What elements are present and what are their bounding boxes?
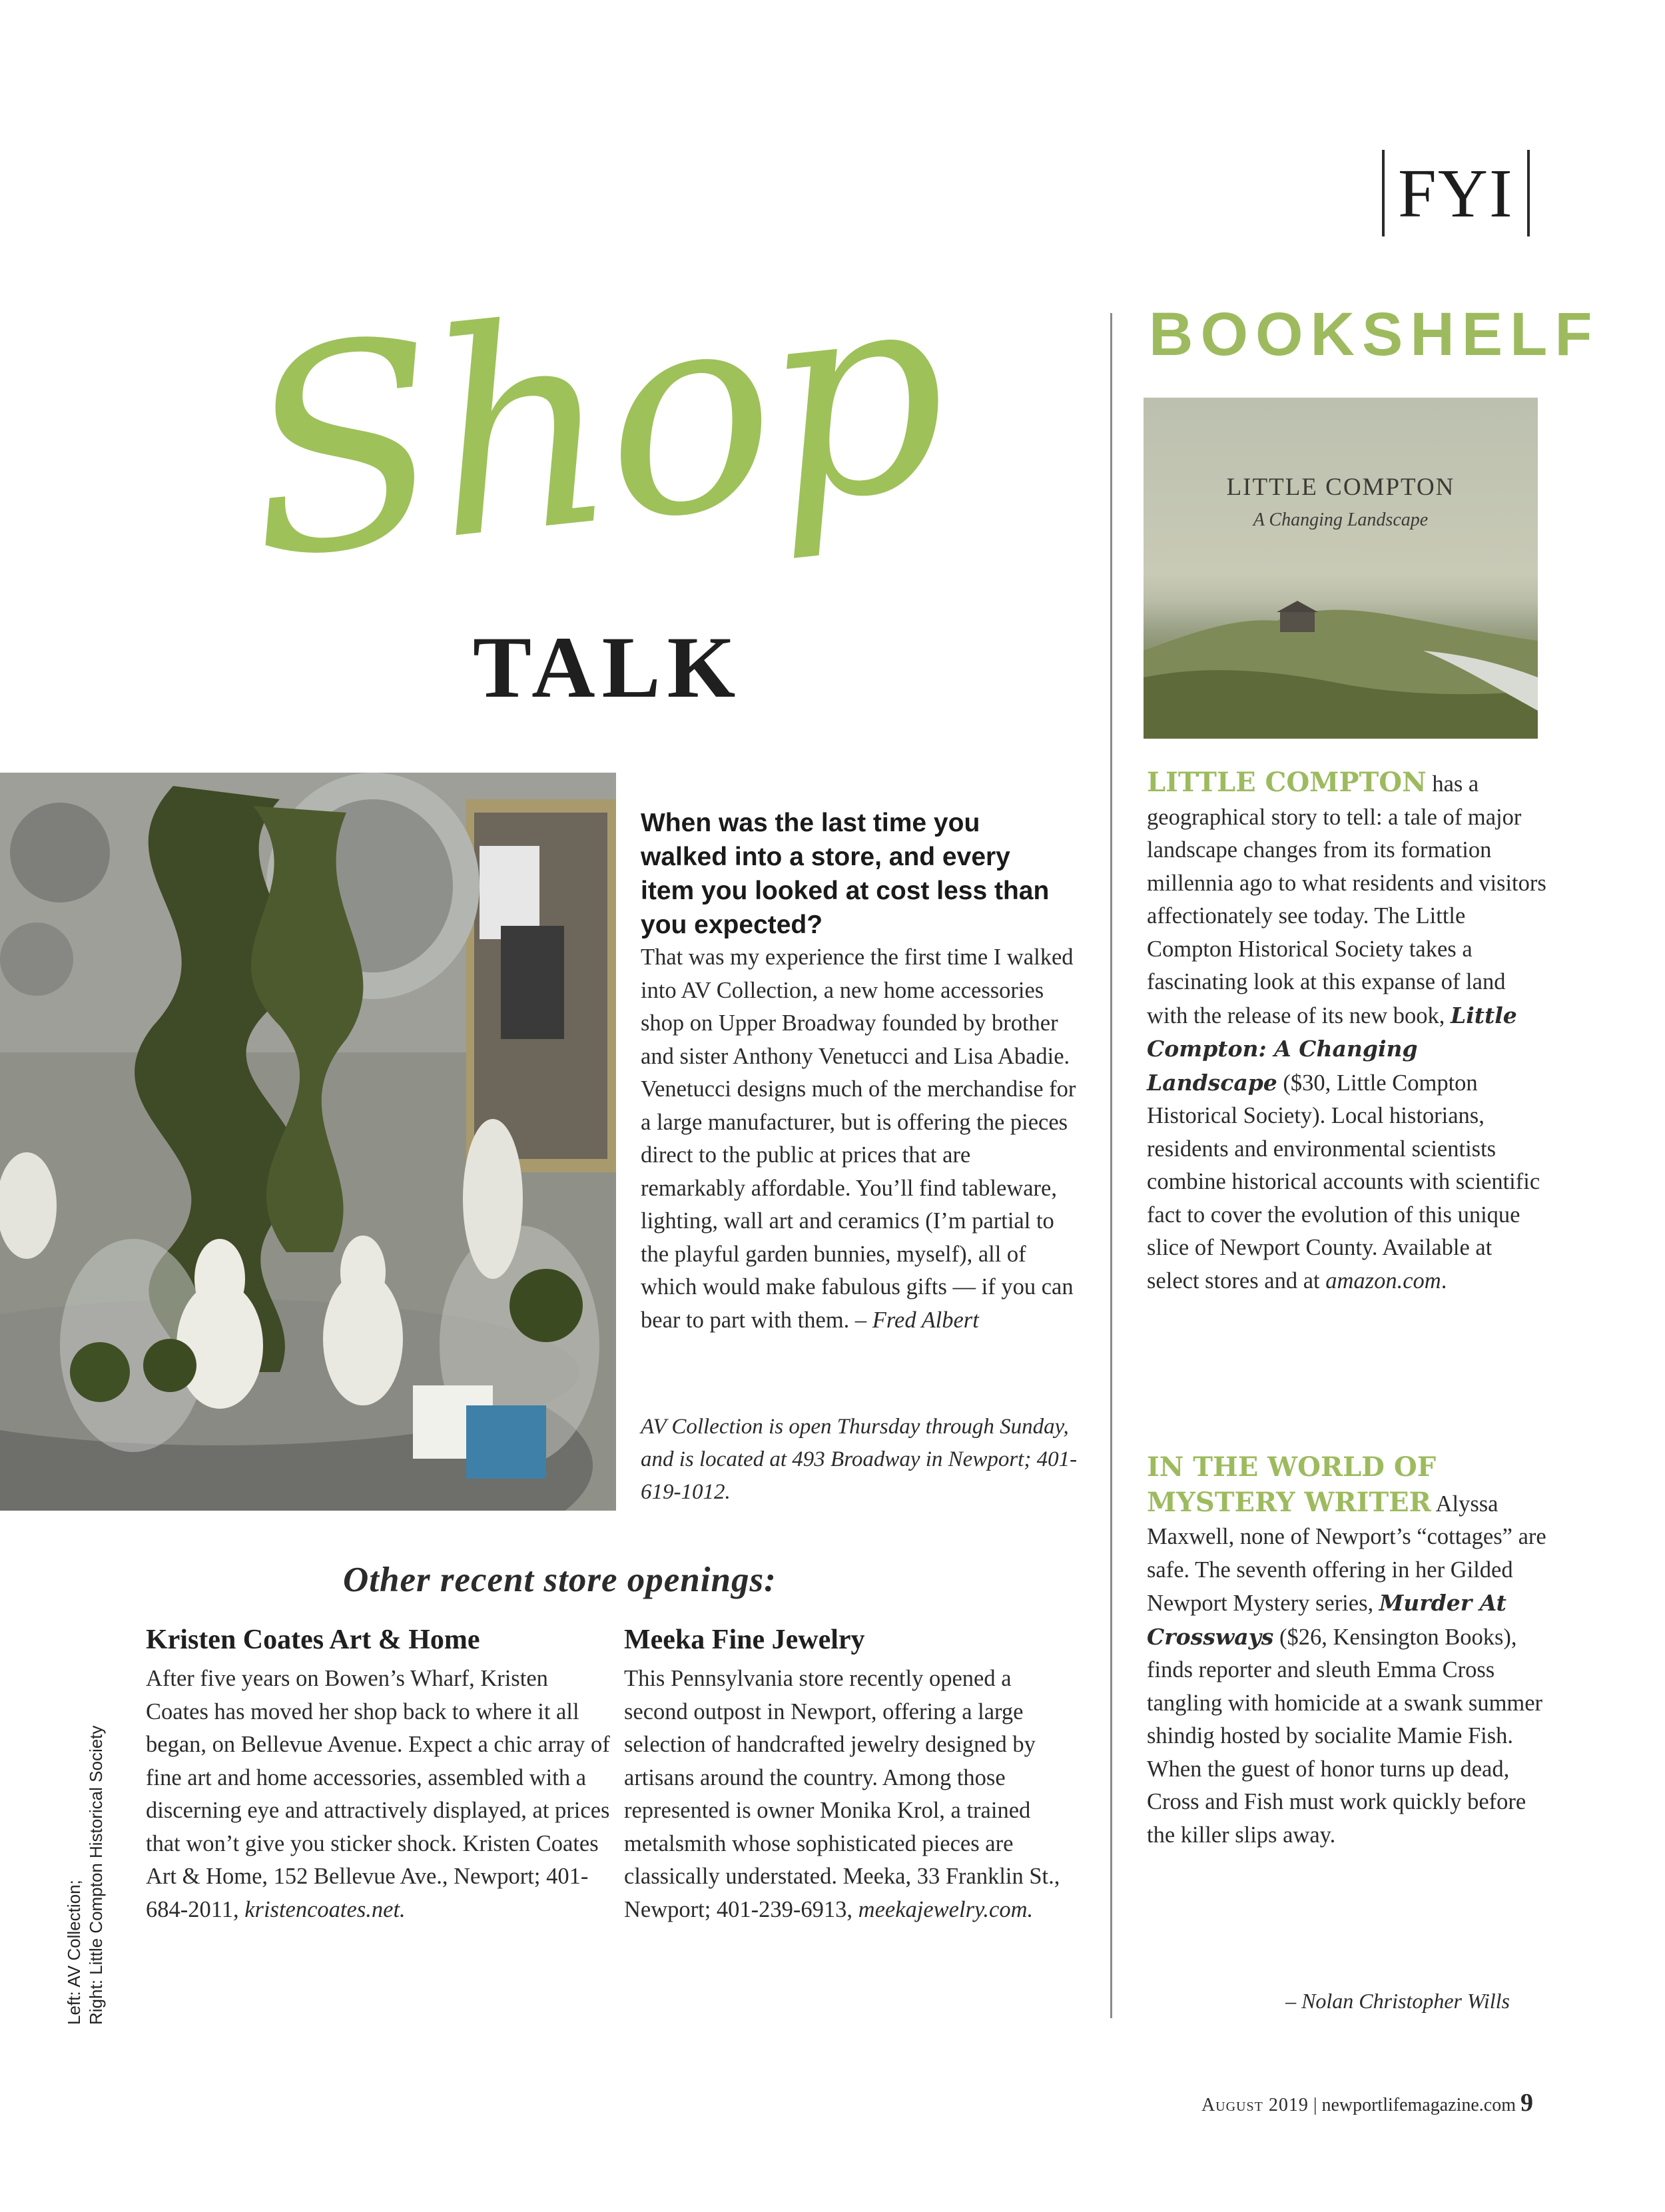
bookshelf-item-mystery [1147,1451,1546,1852]
section-label: FYI [1398,155,1514,232]
page-footer [1160,2088,1533,2117]
store-body-meeka [624,1662,1077,1926]
store-website-link[interactable]: kristencoates.net. [244,1896,406,1922]
cover-title: LITTLE COMPTON [1226,474,1455,501]
footer-issue-date: August 2019 [1201,2095,1309,2115]
book-title: Murder At Crossways [1147,1590,1506,1650]
item-lead: LITTLE COMPTON [1147,767,1427,798]
item-text: ($30, Little Compton Historical Society). Local historians, residents and environmental scientists combine historical accounts with scientific fact to cover the evolution of this unique slice of Newport County. Available at select stores and at [1147,1070,1540,1293]
bookshelf-item-little-compton [1147,766,1546,1297]
amazon-link[interactable]: amazon.com [1325,1268,1441,1293]
item-lead: IN THE WORLD OF MYSTERY WRITER [1147,1451,1437,1518]
main-article-body [641,941,1080,1337]
title-caps: TALK [473,618,743,716]
store-info-note: AV Collection is open Thursday through Sunday, and is located at 493 Broadway in Newport; 401-619-1012. [641,1415,1078,1504]
article-text: That was my experience the first time I walked into AV Collection, a new home accessories shop on Upper Broadway founded by brother and sister Anthony Venetucci and Lisa Abadie. Venetucci designs much of the merchandise for a large manufacturer, but is offering the pieces direct to the public at prices that are remarkably affordable. You’ll find tableware, lighting, wall art and ceramics (I’m partial to the playful garden bunnies, myself), all of which would make fabulous gifts — if you can bear to part with them. [641,944,1076,1333]
photo-credit-line: Right: Little Compton Historical Society [86,1725,106,2025]
bookshelf-title: BOOKSHELF [1149,300,1600,368]
other-openings-heading: Other recent store openings: [343,1561,777,1599]
footer-separator: | [1313,2095,1317,2115]
bookshelf-byline: – Nolan Christopher Wills [1285,1989,1510,2013]
store-name-kristen: Kristen Coates Art & Home [146,1625,480,1655]
store-text: This Pennsylvania store recently opened a second outpost in Newport, offering a large selection of handcrafted jewelry designed by artisans around the country. Among those represented is owner Monika Krol, a trained metalsmith whose sophisticated pieces are classically understated. Meeka, 33 Franklin St., Newport; 401-239-6913, [624,1666,1060,1922]
photo-credit [63,1599,107,2025]
store-text: After five years on Bowen’s Wharf, Kristen Coates has moved her shop back to where it all began, on Bellevue Avenue. Expect a chic array of fine art and home accessories, assembled with a discerning eye and attractively displayed, at prices that won’t give you sticker shock. Kristen Coates Art & Home, 152 Bellevue Ave., Newport; 401-684-2011, [146,1666,610,1922]
store-photo [0,773,616,1511]
photo-credit-line: Left: AV Collection; [64,1880,84,2025]
store-website-link[interactable]: meekajewelry.com. [858,1896,1034,1922]
title-script: Shop [231,225,954,622]
book-cover [1144,398,1538,739]
store-name-meeka: Meeka Fine Jewelry [624,1625,865,1655]
page-number: 9 [1520,2089,1533,2117]
item-text: Alyssa Maxwell, none of Newport’s “cottages” are safe. The seventh offering in her Gilded Newport Mystery series, [1147,1491,1546,1616]
header-rule-right [1527,150,1530,236]
column-divider [1110,313,1112,2018]
item-text: . [1441,1268,1447,1293]
intro-heading: When was the last time you walked into a store, and every item you looked at cost less than you expected? [641,809,1050,939]
store-body-kristen [146,1662,612,1926]
cover-subtitle: A Changing Landscape [1253,510,1429,530]
section-header [1382,150,1530,236]
item-text: has a geographical story to tell: a tale of major landscape changes from its formation millennia ago to what residents and visitors affectionately see today. The Little Compton Historical Society takes a fascinating look at this expanse of land with the release of its new book, [1147,771,1546,1028]
book-title: Little Compton: A Changing Landscape [1147,1002,1517,1096]
footer-website: newportlifemagazine.com [1321,2095,1516,2115]
item-text: ($26, Kensington Books), finds reporter and sleuth Emma Cross tangling with homicide at a swank summer shindig hosted by socialite Mamie Fish. When the guest of honor turns up dead, Cross and Fish must work quickly before the killer slips away. [1147,1624,1543,1848]
article-author: – Fred Albert [854,1307,979,1333]
